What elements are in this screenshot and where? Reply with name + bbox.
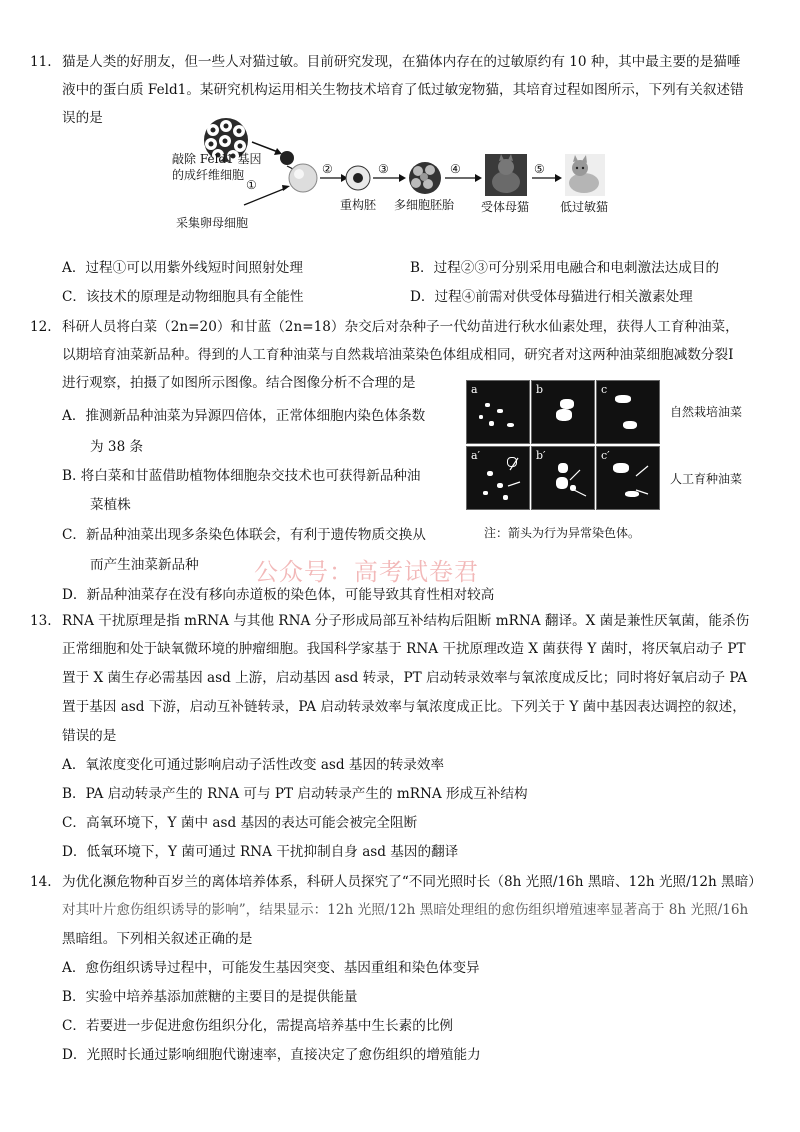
multicellular-embryo <box>409 162 441 194</box>
question-12-option-b-line1: B. 将白菜和甘蓝借助植物体细胞杂交技术也可获得新品种油 <box>62 468 421 484</box>
question-11-stem-line1: 猫是人类的好朋友，但一些人对猫过敏。目前研究发现，在猫体内存在的过敏原约有 10 种，其中最主要的是猫唾 <box>62 54 741 70</box>
oocyte-label: 采集卵母细胞 <box>176 216 249 230</box>
step-3-label: ③ <box>378 162 389 176</box>
panel-b-prime <box>531 446 595 510</box>
question-14-stem-line2: 对其叶片愈伤组织诱导的影响”，结果显示：12h 光照/12h 黑暗处理组的愈伤组织增殖速率显著高于 8h 光照/16h <box>62 902 749 918</box>
question-11-number: 11. <box>30 54 52 70</box>
oocyte <box>289 164 317 192</box>
question-14-option-d: D．光照时长通过影响细胞代谢速率，直接决定了愈伤组织的增殖能力 <box>62 1047 481 1063</box>
panel-c <box>596 380 660 444</box>
question-11-option-b: B．过程②③可分别采用电融合和电刺激法达成目的 <box>410 260 720 276</box>
low-allergy-cat-photo <box>565 154 605 196</box>
panel-b-tag: b <box>536 383 544 396</box>
question-13-stem-line4: 置于基因 asd 下游，启动互补链转录，PA 启动转录效率与氧浓度成正比。下列关于 Y 菌中基因表达调控的叙述， <box>62 699 746 715</box>
question-12-option-c-line1: C．新品种油菜出现多条染色体联会，有利于遗传物质交换从 <box>62 527 426 543</box>
question-13-number: 13. <box>30 613 52 629</box>
panel-a-prime <box>466 446 530 510</box>
question-14-stem-line3: 黑暗组。下列相关叙述正确的是 <box>62 931 253 947</box>
question-13-stem-line1: RNA 干扰原理是指 mRNA 与其他 RNA 分子形成局部互补结构后阻断 mRNA 翻译。X 菌是兼性厌氧菌，能杀伤 <box>62 613 750 629</box>
donor-nucleus-cell <box>280 151 294 165</box>
question-13-stem-line5: 错误的是 <box>62 728 117 744</box>
question-13-option-c: C．高氧环境下，Y 菌中 asd 基因的表达可能会被完全阻断 <box>62 815 418 831</box>
recipient-cat-label: 受体母猫 <box>481 200 530 214</box>
question-13-option-d: D．低氧环境下，Y 菌可通过 RNA 干扰抑制自身 asd 基因的翻译 <box>62 844 459 860</box>
panel-a-prime-tag: a′ <box>471 449 481 462</box>
question-13-option-b: B．PA 启动转录产生的 RNA 可与 PT 启动转录产生的 mRNA 形成互补结构 <box>62 786 528 802</box>
multicell-embryo-label: 多细胞胚胎 <box>394 198 455 212</box>
question-12-stem-line3: 进行观察，拍摄了如图所示图像。结合图像分析不合理的是 <box>62 375 416 391</box>
natural-rapeseed-label: 自然栽培油菜 <box>670 405 743 419</box>
step-4-label: ④ <box>450 162 461 176</box>
panel-a <box>466 380 530 444</box>
question-14-option-a: A．愈伤组织诱导过程中，可能发生基因突变、基因重组和染色体变异 <box>62 960 480 976</box>
question-12-option-c-line2: 而产生油菜新品种 <box>90 557 199 573</box>
question-14-stem-line1: 为优化濒危物种百岁兰的离体培养体系，科研人员探究了“不同光照时长（8h 光照/16h 黑暗、12h 光照/12h 黑暗） <box>62 874 762 890</box>
reconstructed-embryo-label: 重构胚 <box>340 198 377 212</box>
donor-cell-label-line2: 的成纤维细胞 <box>172 168 245 182</box>
panel-c-tag: c <box>601 383 608 396</box>
question-13-stem-line2: 正常细胞和处于缺氧微环境的肿瘤细胞。我国科学家基于 RNA 干扰原理改造 X 菌获得 Y 菌时，将厌氧启动子 PT <box>62 641 746 657</box>
panel-a-tag: a <box>471 383 478 396</box>
question-14-number: 14. <box>30 874 52 890</box>
question-14-option-c: C．若要进一步促进愈伤组织分化，需提高培养基中生长素的比例 <box>62 1018 454 1034</box>
question-12-option-b-line2: 菜植株 <box>90 497 131 513</box>
step-2-label: ② <box>322 162 333 176</box>
artificial-rapeseed-label: 人工育种油菜 <box>670 472 743 486</box>
panel-b-prime-tag: b′ <box>536 449 546 462</box>
figure-note: 注：箭头为行为异常染色体。 <box>484 526 641 540</box>
low-allergy-cat-label: 低过敏猫 <box>560 200 609 214</box>
question-11-stem-line2: 液中的蛋白质 Feld1。某研究机构运用相关生物技术培育了低过敏宠物猫，其培育过程如图所示，下列有关叙述错 <box>62 82 744 98</box>
donor-cell-label-line1: 敲除 Feld1 基因 <box>172 152 262 166</box>
step-5-label: ⑤ <box>534 162 545 176</box>
question-12-stem-line2: 以期培育油菜新品种。得到的人工育种油菜与自然栽培油菜染色体组成相同，研究者对这两种油菜细胞减数分裂I <box>62 347 734 363</box>
question-11-option-c: C．该技术的原理是动物细胞具有全能性 <box>62 289 304 305</box>
panel-c-prime-tag: c′ <box>601 449 610 462</box>
question-12-option-d: D．新品种油菜存在没有移向赤道板的染色体，可能导致其育性相对较高 <box>62 587 495 603</box>
step-1-label: ① <box>246 178 257 192</box>
watermark: 公众号：高考试卷君 <box>254 558 479 586</box>
question-12-option-a-line2: 为 38 条 <box>90 439 144 455</box>
question-11-option-d: D．过程④前需对供受体母猫进行相关激素处理 <box>410 289 693 305</box>
question-12-stem-line1: 科研人员将白菜（2n=20）和甘蓝（2n=18）杂交后对杂种子一代幼苗进行秋水仙素处理，获得人工育种油菜， <box>62 319 739 335</box>
question-14-option-b: B．实验中培养基添加蔗糖的主要目的是提供能量 <box>62 989 358 1005</box>
panel-c-prime <box>596 446 660 510</box>
question-12-option-a-line1: A．推测新品种油菜为异源四倍体，正常体细胞内染色体条数 <box>62 408 426 424</box>
question-11-option-a: A．过程①可以用紫外线短时间照射处理 <box>62 260 303 276</box>
recipient-cat-photo <box>485 154 527 196</box>
question-12-number: 12. <box>30 319 52 335</box>
question-13-option-a: A．氧浓度变化可通过影响启动子活性改变 asd 基因的转录效率 <box>62 757 445 773</box>
question-13-stem-line3: 置于 X 菌生存必需基因 asd 上游，启动基因 asd 转录，PT 启动转录效率与氧浓度成反比；同时将好氧启动子 PA <box>62 670 748 686</box>
question-11-stem-line3: 误的是 <box>62 110 103 126</box>
panel-b <box>531 380 595 444</box>
